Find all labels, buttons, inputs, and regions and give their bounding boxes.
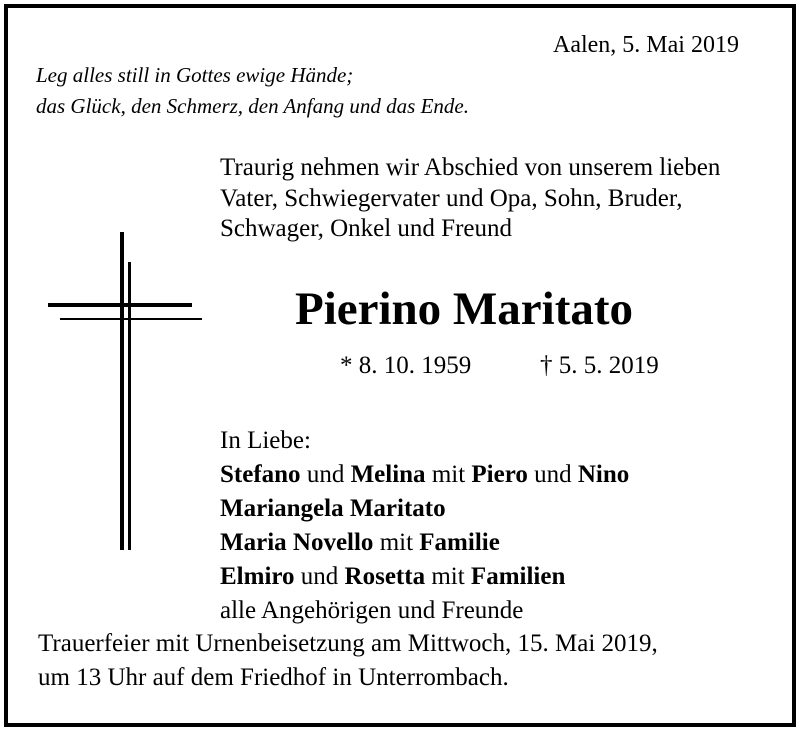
- mourner-name: Elmiro: [220, 563, 295, 590]
- intro-line-3: Schwager, Onkel und Freund: [220, 215, 512, 242]
- mourner-name: Rosetta: [344, 563, 426, 590]
- mourner-row-2: [220, 492, 629, 526]
- mourner-name: Stefano: [220, 461, 301, 488]
- mourner-row-4: [220, 560, 629, 594]
- mourner-connector: mit: [373, 529, 420, 556]
- mourner-name: Familien: [470, 563, 566, 590]
- ceremony-line-2: um 13 Uhr auf dem Friedhof in Unterrombach.: [38, 664, 509, 691]
- mourner-name: Familie: [419, 529, 500, 556]
- mourner-connector: und: [527, 461, 578, 488]
- mourners-list: [220, 424, 629, 628]
- intro-line-2: Vater, Schwiegervater und Opa, Sohn, Bruder,: [220, 185, 683, 212]
- deceased-name: Pierino Maritato: [295, 283, 634, 335]
- motto-line-2: das Glück, den Schmerz, den Anfang und das Ende.: [36, 94, 469, 118]
- ceremony-line-1: Trauerfeier mit Urnenbeisetzung am Mittwoch, 15. Mai 2019,: [38, 630, 658, 657]
- mourners-heading: In Liebe:: [220, 427, 311, 454]
- mourner-row-5: alle Angehörigen und Freunde: [220, 597, 524, 624]
- mourner-connector: mit: [425, 461, 472, 488]
- place-and-date: Aalen, 5. Mai 2019: [553, 32, 739, 58]
- birth-date: * 8. 10. 1959: [340, 352, 472, 379]
- mourner-row-3: [220, 526, 629, 560]
- mourner-name: Piero: [471, 461, 528, 488]
- mourner-name: Nino: [577, 461, 630, 488]
- mourner-connector: und: [300, 461, 351, 488]
- intro-line-1: Traurig nehmen wir Abschied von unserem lieben: [220, 154, 721, 181]
- mourner-connector: mit: [425, 563, 471, 590]
- mourner-name: Mariangela Maritato: [220, 495, 446, 522]
- mourner-row-1: [220, 458, 629, 492]
- mourner-name: Melina: [350, 461, 426, 488]
- motto-line-1: Leg alles still in Gottes ewige Hände;: [36, 63, 354, 87]
- mourner-name: Maria Novello: [220, 529, 374, 556]
- cross-icon: [48, 232, 208, 552]
- mourner-connector: und: [294, 563, 345, 590]
- death-date: † 5. 5. 2019: [540, 352, 659, 379]
